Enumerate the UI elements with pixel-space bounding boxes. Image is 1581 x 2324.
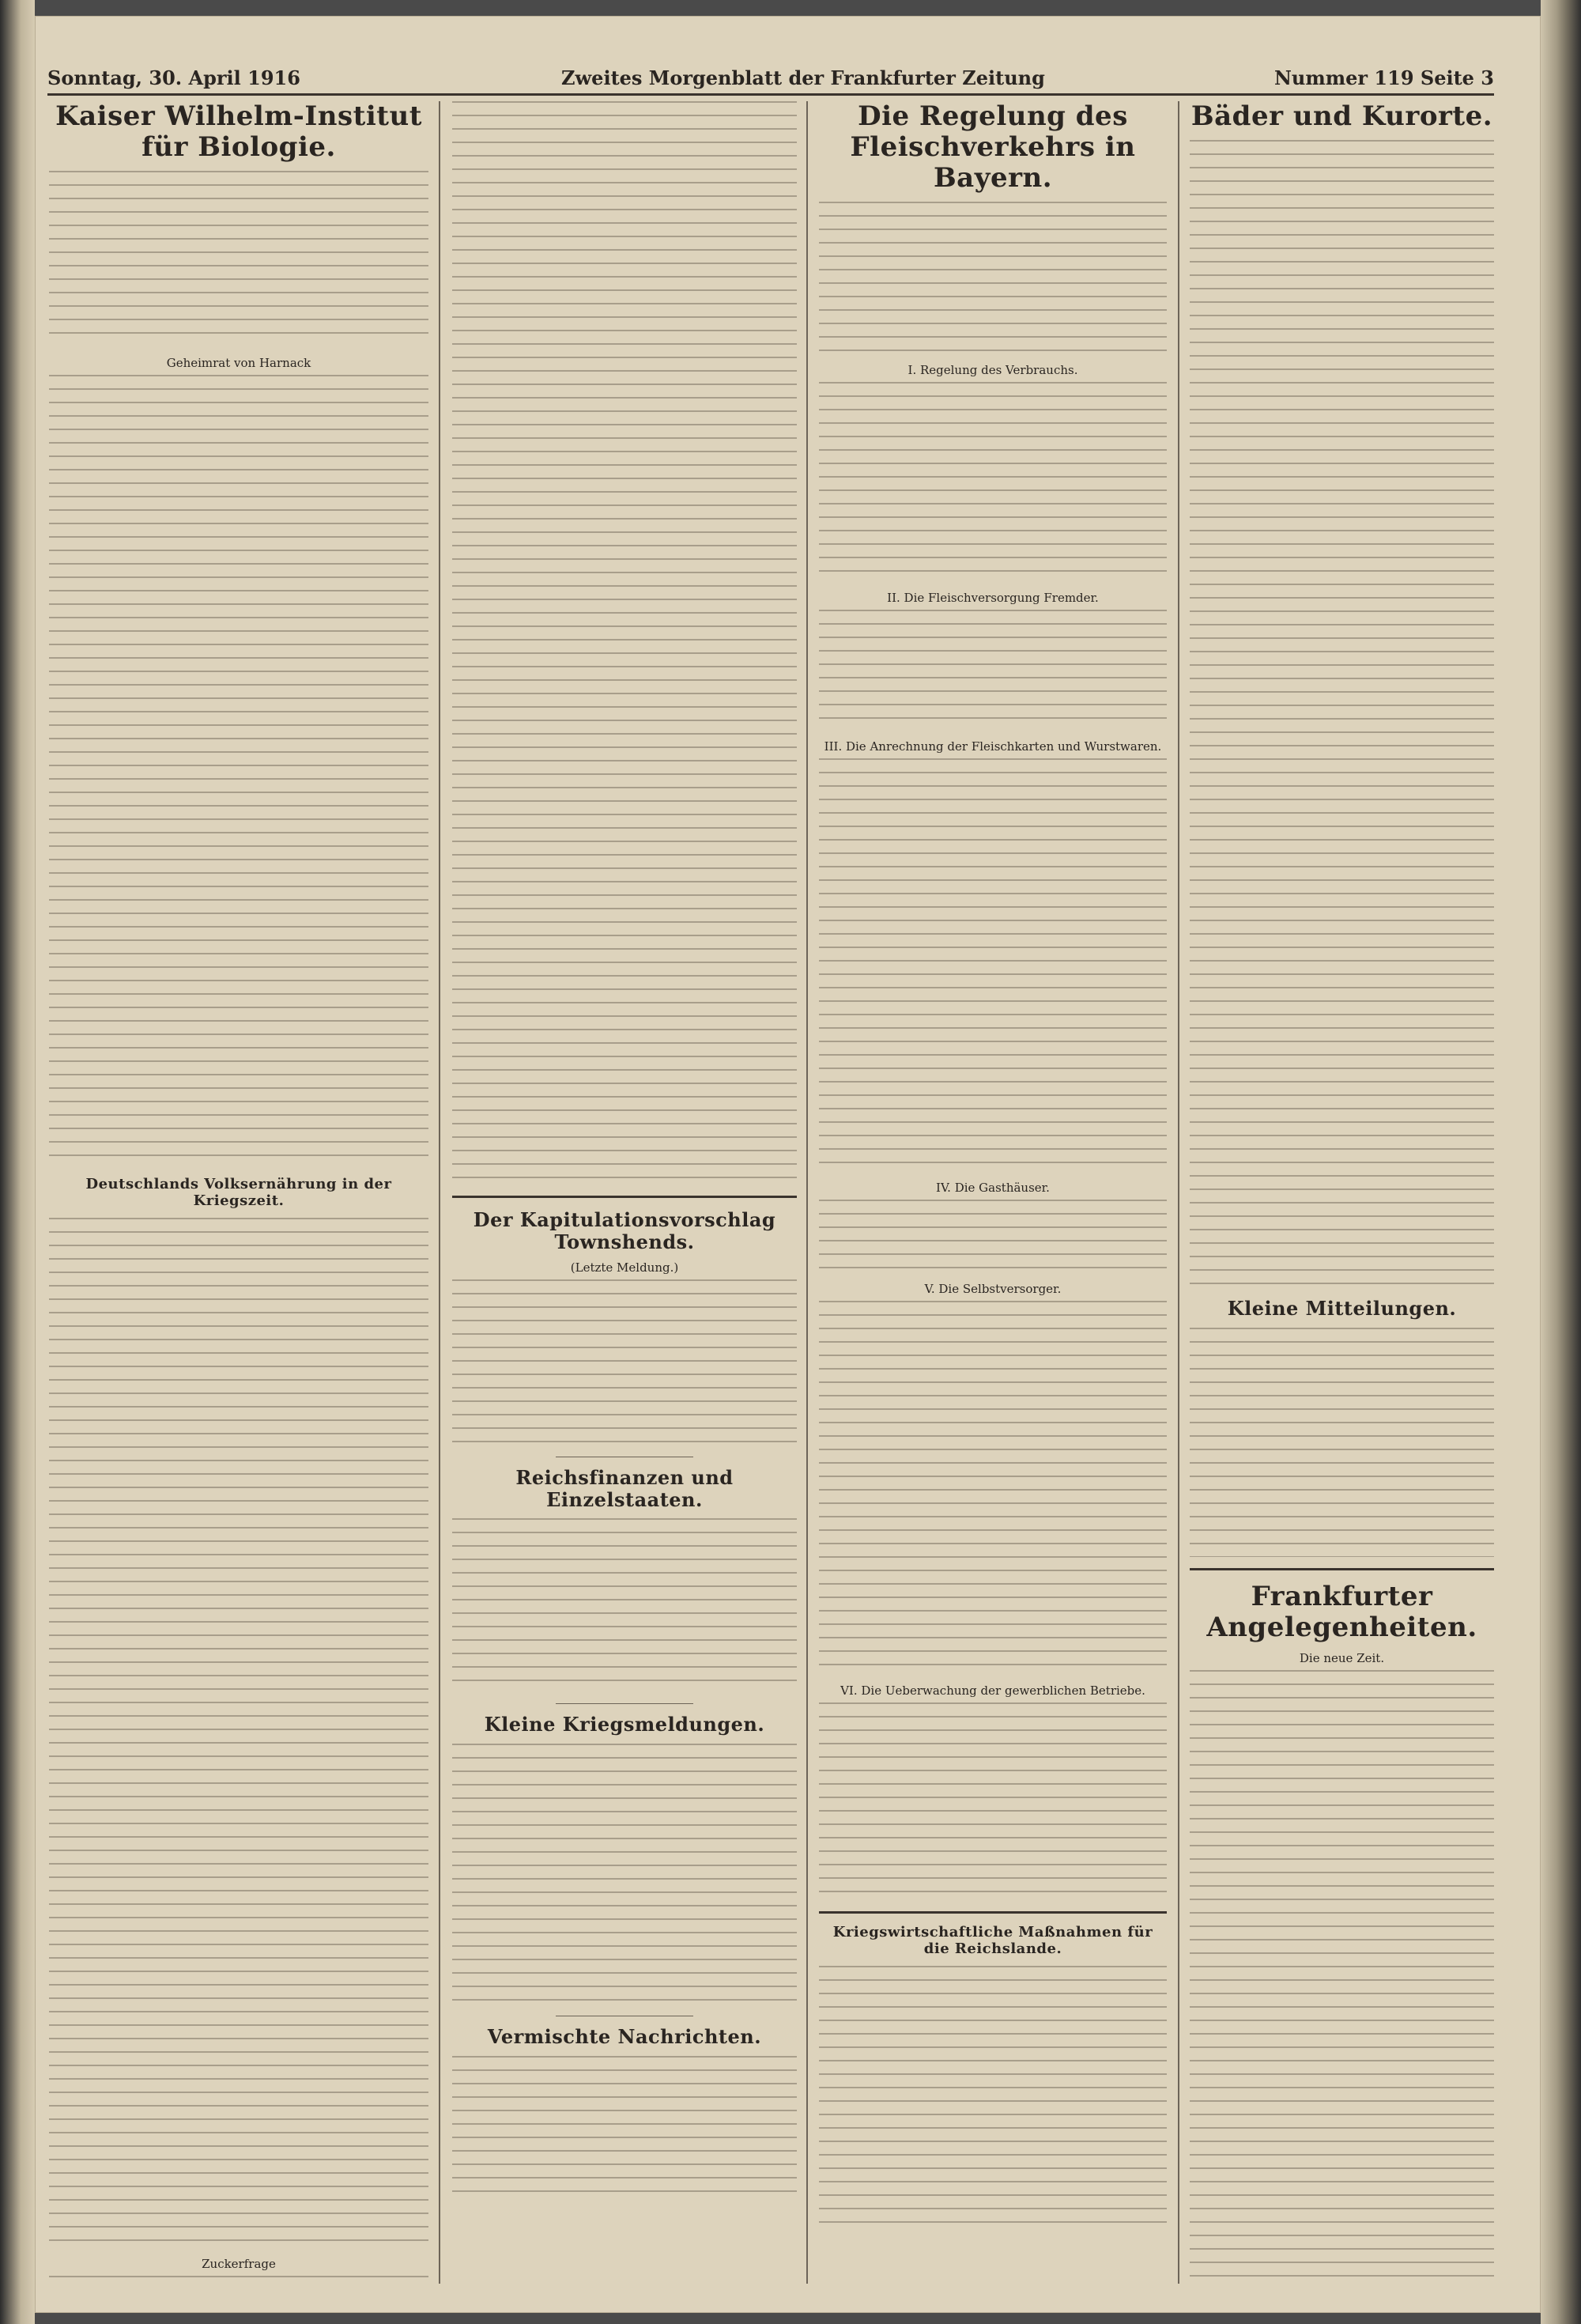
book-spine: [1541, 0, 1581, 2324]
column-rule: [806, 101, 808, 2284]
article-subheading: Zuckerfrage: [202, 2256, 276, 2271]
article-text: [1190, 140, 1494, 1287]
previous-page-edge: [0, 0, 35, 2324]
article-heading: Bäder und Kurorte.: [1190, 101, 1493, 132]
article-text: [819, 382, 1167, 580]
section-divider: [556, 1703, 693, 1704]
article-text: [452, 1744, 797, 2005]
article-heading: Kleine Mitteilungen.: [1227, 1297, 1457, 1321]
article-subheading: Deutschlands Volksernährung in der Kriegszeit.: [85, 1176, 392, 1209]
article-section: II. Die Fleischversorgung Fremder.: [887, 591, 1099, 606]
column-1: [49, 101, 428, 2284]
masthead-paper-title: Zweites Morgenblatt der Frankfurter Zeitung: [561, 66, 1045, 89]
article-text: [819, 610, 1167, 728]
article-heading: Kriegswirtschaftliche Maßnahmen für die Reichslande.: [832, 1924, 1153, 1957]
article-heading: Der Kapitulationsvorschlag Townshends.: [473, 1208, 776, 1253]
section-divider: [819, 1911, 1167, 1914]
article-section: V. Die Selbstversorger.: [924, 1282, 1062, 1297]
article-subheading: (Letzte Meldung.): [570, 1260, 679, 1275]
article-section: IV. Die Gasthäuser.: [936, 1181, 1050, 1196]
masthead: [47, 59, 1494, 96]
article-subheading: Geheimrat von Harnack: [166, 356, 311, 371]
article-text: [819, 1200, 1167, 1271]
masthead-date: Sonntag, 30. April 1916: [47, 66, 300, 89]
article-text: [452, 1518, 797, 1692]
article-heading: Kleine Kriegsmeldungen.: [484, 1713, 765, 1736]
article-text: [819, 202, 1167, 352]
article-text: [819, 1301, 1167, 1672]
article-section: I. Regelung des Verbrauchs.: [907, 363, 1078, 378]
article-heading: Reichsfinanzen und Einzelstaaten.: [515, 1466, 734, 1511]
article-text: [819, 758, 1167, 1170]
column-3: [819, 101, 1167, 2284]
article-text: [452, 101, 797, 1185]
article-text: [819, 1966, 1167, 2227]
section-divider: [1190, 1568, 1494, 1570]
article-text: [49, 1218, 428, 2246]
article-section: VI. Die Ueberwachung der gewerblichen Betriebe.: [840, 1683, 1145, 1699]
article-text: [49, 171, 428, 345]
article-section: III. Die Anrechnung der Fleischkarten und Wurstwaren.: [824, 739, 1162, 754]
article-heading: Die Regelung des Fleischverkehrs in Bayern.: [850, 101, 1136, 195]
article-text: [1190, 1328, 1494, 1557]
article-subheading: Die neue Zeit.: [1299, 1650, 1385, 1665]
column-rule: [1178, 101, 1179, 2284]
article-text: [1190, 1670, 1494, 2284]
article-text: [49, 2276, 428, 2284]
article-text: [819, 1702, 1167, 1900]
article-heading: Vermischte Nachrichten.: [487, 2024, 762, 2048]
article-text: [49, 375, 428, 1166]
column-4: [1190, 101, 1494, 2284]
section-divider: [452, 1196, 797, 1198]
column-2: [452, 101, 797, 2284]
masthead-page-number: Nummer 119 Seite 3: [1273, 66, 1494, 89]
article-heading: Kaiser Wilhelm-Institut für Biologie.: [55, 101, 422, 164]
article-text: [452, 2056, 797, 2198]
column-rule: [439, 101, 440, 2284]
article-text: [452, 1279, 797, 1445]
article-heading: Frankfurter Angelegenheiten.: [1206, 1580, 1477, 1643]
